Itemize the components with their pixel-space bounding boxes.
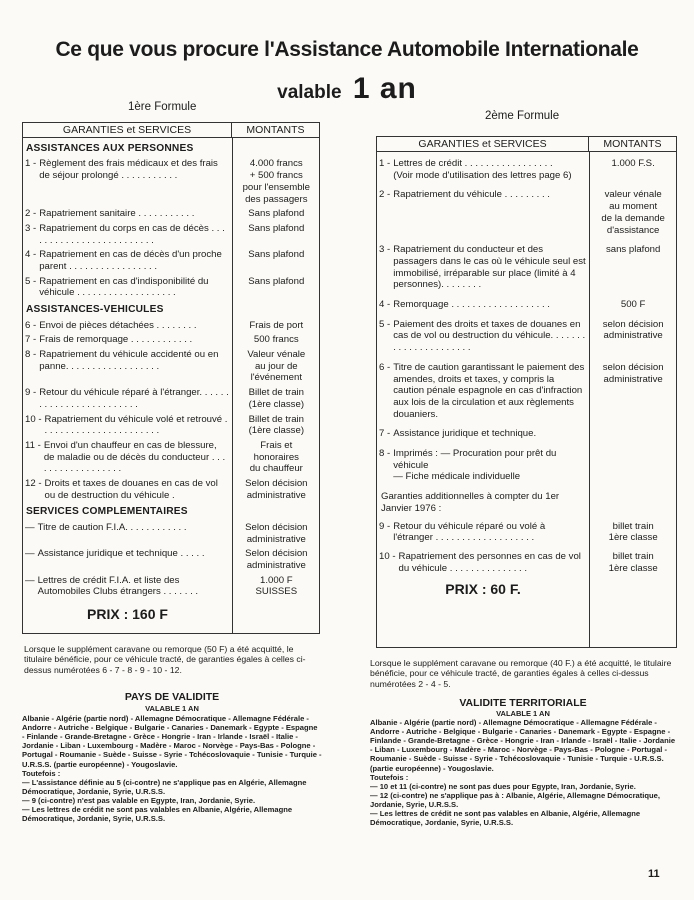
service-row: [377, 189, 676, 236]
service-row: [23, 440, 319, 475]
item-text: Paiement des droits et taxes de douanes en cas de vol ou destruction du véhicule. . . . . . . . . . . . . . . . . . . . . .: [393, 318, 586, 354]
formule1-toutefois: Toutefois :: [22, 768, 61, 778]
service-item: [23, 320, 234, 332]
formule1-validity-sub: VALABLE 1 AN: [145, 704, 199, 713]
service-row: [377, 551, 676, 574]
item-number: 11 -: [25, 439, 41, 451]
formule2-col-services: GARANTIES et SERVICES: [377, 137, 589, 152]
formule2-table: [376, 136, 677, 648]
service-row: [23, 334, 319, 346]
service-item: [23, 548, 234, 560]
formule1-validity-block: [22, 714, 322, 823]
section-title: ASSISTANCES-VEHICULES: [26, 304, 164, 316]
service-item: [23, 223, 234, 246]
formule1-exception: — L'assistance définie au 5 (ci-contre) ne s'applique pas en Algérie, Allemagne Démocratique, Jordanie, Syrie, U.R.S.S.: [22, 777, 307, 796]
item-number: 12 -: [25, 478, 42, 490]
service-row: [23, 208, 319, 220]
service-item: [377, 158, 590, 181]
service-item: [377, 521, 590, 544]
service-row: [377, 362, 676, 421]
item-amount: Sans plafond: [248, 222, 305, 234]
item-text: Rapatriement du véhicule accidenté ou en panne. . . . . . . . . . . . . . . . . .: [39, 349, 219, 372]
item-amount: Frais et honoraires du chauffeur: [249, 439, 303, 475]
item-number: 5 -: [379, 318, 391, 330]
item-number: 4 -: [379, 299, 391, 311]
item-amount: billet train 1ère classe: [608, 520, 658, 544]
formule1-validity-title: PAYS DE VALIDITE: [124, 691, 220, 703]
formule2-validity-sub: VALABLE 1 AN: [496, 709, 550, 718]
service-item: [23, 276, 234, 299]
item-amount: 4.000 francs + 500 francs pour l'ensemble des passagers: [242, 158, 311, 205]
item-amount: selon décision administrative: [602, 361, 664, 385]
service-row: [377, 521, 676, 544]
service-item: [23, 575, 234, 598]
item-number: 9 -: [379, 520, 391, 532]
item-number: 4 -: [25, 249, 37, 261]
item-amount: Selon décision administrative: [245, 548, 308, 571]
service-row: [23, 414, 319, 437]
item-number: 7 -: [25, 334, 37, 346]
service-row: [23, 276, 319, 299]
page-subtitle: [0, 72, 694, 106]
formule2-exception: — 12 (ci-contre) ne s'applique pas à : Albanie, Algérie, Allemagne Démocratique, Jordanie, Syrie, U.R.S.S.: [370, 790, 661, 809]
service-item: [23, 414, 234, 437]
item-text: Assistance juridique et technique . . . . .: [37, 548, 205, 560]
service-item: [377, 362, 590, 421]
service-row: [23, 349, 319, 384]
formule2-heading: 2ème Formule: [485, 110, 560, 122]
formule2-note: Lorsque le supplément caravane ou remorque (40 F.) a été acquitté, le titulaire bénéficie, pour ce véhicule tracté, de garanties égales à celles ci-dessus numérotées 2 - 4 - 5.: [370, 658, 672, 689]
service-row: [23, 223, 319, 246]
item-text: Titre de caution F.I.A. . . . . . . . . . . .: [37, 521, 187, 533]
service-row: [23, 575, 319, 598]
item-text: Assistance juridique et technique.: [393, 428, 537, 440]
item-amount: 1.000 F.S.: [611, 158, 655, 169]
item-amount: Sans plafond: [248, 249, 305, 261]
item-amount: Valeur vénale au jour de l'événement: [247, 349, 306, 384]
item-number: 10 -: [25, 413, 42, 425]
service-item: [377, 428, 590, 440]
item-amount: sans plafond: [605, 244, 661, 256]
item-number: 6 -: [379, 361, 391, 373]
service-row: [377, 448, 676, 483]
item-amount: valeur vénale au moment de la demande d'assistance: [601, 189, 665, 236]
service-item: [23, 440, 234, 475]
item-number: 10 -: [379, 550, 396, 562]
service-item: [377, 189, 590, 201]
formule2-col-amounts: MONTANTS: [589, 137, 677, 152]
service-row: [377, 299, 676, 311]
formule2-countries: Albanie - Algérie (partie nord) - Allemagne Démocratique - Allemagne Fédérale - Andorre - Autriche - Belgique - Bulgarie - Canaries - Danemark - Egypte - Espagne - Finlande - Grande-Bretagne - Grèce - Hongrie - Iran - Irlande - Israël - Italie - Jordanie - Liban - Luxembourg - Madère - Maroc - Norvège - Pays-Bas - Pologne - Portugal - Roumanie - Suède - Suisse - Syrie - Tchécoslovaquie - Tunisie - Turquie - U.R.S.S. (partie européenne) - Yougoslavie.: [370, 718, 676, 773]
section-title: ASSISTANCES AUX PERSONNES: [26, 143, 194, 154]
item-text: Retour du véhicule réparé à l'étranger. . . . . . . . . . . . . . . . . . . . . . . . .: [39, 387, 229, 410]
service-row: [23, 249, 319, 272]
item-number: 9 -: [25, 387, 37, 399]
service-row: [23, 522, 319, 545]
item-amount: Sans plafond: [248, 208, 305, 220]
item-text: Lettres de crédit . . . . . . . . . . . . . . . . . (Voir mode d'utilisation des lettres page 6): [393, 158, 572, 181]
formule2-body: [377, 152, 676, 598]
service-row: [23, 387, 319, 410]
item-text: Titre de caution garantissant le paiement des amendes, droits et taxes, y compris la caution pénale espagnole en cas d'infraction aux lois de la circulation et aux règlements douaniers.: [393, 361, 585, 420]
formule2-exception: — 10 et 11 (ci-contre) ne sont pas dues pour Egypte, Iran, Jordanie, Syrie.: [370, 781, 636, 791]
item-number: 6 -: [25, 319, 37, 331]
item-text: Droits et taxes de douanes en cas de vol ou de destruction du véhicule .: [44, 478, 218, 501]
service-item: [23, 334, 234, 346]
item-number: —: [25, 521, 35, 533]
service-row: [23, 320, 319, 332]
service-item: [377, 448, 590, 483]
service-item: [377, 299, 590, 311]
formule1-body: [23, 143, 319, 623]
formule1-table: [22, 122, 320, 634]
item-text: Envoi de pièces détachées . . . . . . . .: [39, 319, 197, 331]
item-amount: Billet de train (1ère classe): [248, 387, 305, 410]
item-text: Envoi d'un chauffeur en cas de blessure, de maladie ou de décès du conducteur . . . . . . . . . . . . . . . . . .: [43, 439, 226, 475]
service-item: [23, 522, 234, 534]
item-amount: 1.000 F SUISSES: [255, 574, 298, 598]
item-amount: Frais de port: [249, 319, 304, 331]
item-text: Règlement des frais médicaux et des frais de séjour prolongé . . . . . . . . . . .: [39, 158, 218, 182]
item-amount: Billet de train (1ère classe): [248, 413, 305, 437]
formule2-validity-block: [370, 718, 676, 827]
service-item: [377, 319, 590, 354]
item-text: Rapatriement du conducteur et des passagers dans le cas où le véhicule seul est immobilisé, irréparable sur place (limité à 4 personnes). . . . . . . .: [393, 244, 586, 291]
formule1-exception: — 9 (ci-contre) n'est pas valable en Egypte, Iran, Jordanie, Syrie.: [22, 795, 256, 805]
formule1-note: Lorsque le supplément caravane ou remorque (50 F) a été acquitté, le titulaire bénéficie, pour ce véhicule tracté, de garanties égales à celles ci-dessus numérotées 6 - 7 - 8 - 9 - 10 - 12.: [24, 644, 306, 675]
item-text: Rapatriement du véhicule volé et retrouvé . . . . . . . . . . . . . . . . . . . . . . .: [44, 413, 228, 437]
item-number: —: [25, 548, 35, 560]
service-item: [23, 349, 234, 372]
service-item: [23, 208, 234, 220]
item-number: 3 -: [379, 244, 391, 256]
formule1-heading: 1ère Formule: [128, 101, 197, 113]
item-text: Imprimés : — Procuration pour prêt du véhicule — Fiche médicale individuelle: [393, 448, 557, 483]
item-number: —: [25, 574, 35, 586]
item-number: 3 -: [25, 222, 37, 234]
formule1-col-services: GARANTIES et SERVICES: [23, 123, 232, 138]
item-text: Frais de remorquage . . . . . . . . . . . .: [39, 334, 193, 346]
item-number: 2 -: [379, 189, 391, 201]
validity-prefix: valable: [277, 82, 342, 103]
section-title: SERVICES COMPLEMENTAIRES: [26, 506, 188, 518]
service-row: [23, 548, 319, 571]
item-number: 8 -: [25, 349, 37, 361]
validity-duration: 1 an: [352, 72, 417, 105]
formule2-validity-title: VALIDITE TERRITORIALE: [459, 697, 587, 709]
formule2-toutefois: Toutefois :: [370, 772, 409, 782]
formule2-additional-heading: Garanties additionnelles à compter du 1er Janvier 1976 :: [381, 491, 560, 514]
item-text: Rapatriement du véhicule . . . . . . . . .: [393, 189, 550, 201]
item-amount: Selon décision administrative: [245, 478, 308, 501]
item-amount: Sans plafond: [248, 275, 305, 287]
service-item: [377, 244, 590, 291]
page-number: 11: [648, 868, 660, 880]
item-amount: billet train 1ère classe: [608, 550, 658, 574]
item-text: Rapatriement sanitaire . . . . . . . . . . .: [39, 208, 195, 220]
item-amount: selon décision administrative: [602, 318, 664, 342]
service-item: [23, 478, 234, 501]
service-row: [377, 319, 676, 354]
formule2-exception: — Les lettres de crédit ne sont pas valables en Albanie, Algérie, Allemagne Démocratique, Jordanie, Syrie, U.R.S.S.: [370, 809, 641, 828]
service-item: [23, 387, 234, 410]
item-number: 1 -: [25, 158, 37, 170]
page-title: Ce que vous procure l'Assistance Automobile Internationale: [55, 38, 639, 61]
formule2-price: PRIX : 60 F.: [445, 581, 521, 598]
service-item: [377, 551, 590, 574]
formule1-col-amounts: MONTANTS: [232, 123, 320, 138]
service-row: [23, 478, 319, 501]
formule1-price: PRIX : 160 F: [87, 606, 168, 623]
item-number: 5 -: [25, 275, 37, 287]
formule1-countries: Albanie - Algérie (partie nord) - Allemagne Démocratique - Allemagne Fédérale - Andorre - Autriche - Belgique - Bulgarie - Canaries - Danemark - Egypte - Espagne - Finlande - Grande-Bretagne - Grèce - Hongrie - Iran - Irlande - Israël - Italie - Jordanie - Liban - Luxembourg - Madère - Maroc - Norvège - Pays-Bas - Pologne - Portugal - Roumanie - Suède - Suisse - Syrie - Tchécoslovaquie - Tunisie - Turquie - U.R.S.S. (partie européenne) - Yougoslavie.: [22, 714, 322, 769]
item-text: Rapatriement des personnes en cas de vol du véhicule . . . . . . . . . . . . . . .: [398, 550, 581, 574]
item-number: 1 -: [379, 158, 391, 169]
item-text: Remorquage . . . . . . . . . . . . . . . . . . .: [393, 299, 550, 311]
item-text: Lettres de crédit F.I.A. et liste des Automobiles Clubs étrangers . . . . . . .: [37, 574, 199, 598]
item-amount: 500 F: [620, 299, 646, 311]
service-row: [377, 428, 676, 440]
item-number: 2 -: [25, 208, 37, 220]
item-amount: Selon décision administrative: [245, 521, 308, 545]
formule1-exception: — Les lettres de crédit ne sont pas valables en Albanie, Algérie, Allemagne Démocratique, Jordanie, Syrie, U.R.S.S.: [22, 805, 293, 824]
item-text: Retour du véhicule réparé ou volé à l'étranger . . . . . . . . . . . . . . . . . . .: [393, 520, 546, 544]
item-text: Rapatriement en cas de décès d'un proche parent . . . . . . . . . . . . . . . . .: [39, 249, 222, 273]
service-row: [377, 158, 676, 181]
service-row: [377, 244, 676, 291]
item-number: 7 -: [379, 428, 391, 440]
item-amount: 500 francs: [253, 334, 299, 346]
item-text: Rapatriement en cas d'indisponibilité du véhicule . . . . . . . . . . . . . . . . . . .: [39, 275, 209, 299]
service-row: [23, 158, 319, 205]
service-item: [23, 249, 234, 272]
item-number: 8 -: [379, 448, 391, 460]
item-text: Rapatriement du corps en cas de décès . . . . . . . . . . . . . . . . . . . . . . . . .: [39, 222, 225, 246]
service-item: [23, 158, 234, 181]
